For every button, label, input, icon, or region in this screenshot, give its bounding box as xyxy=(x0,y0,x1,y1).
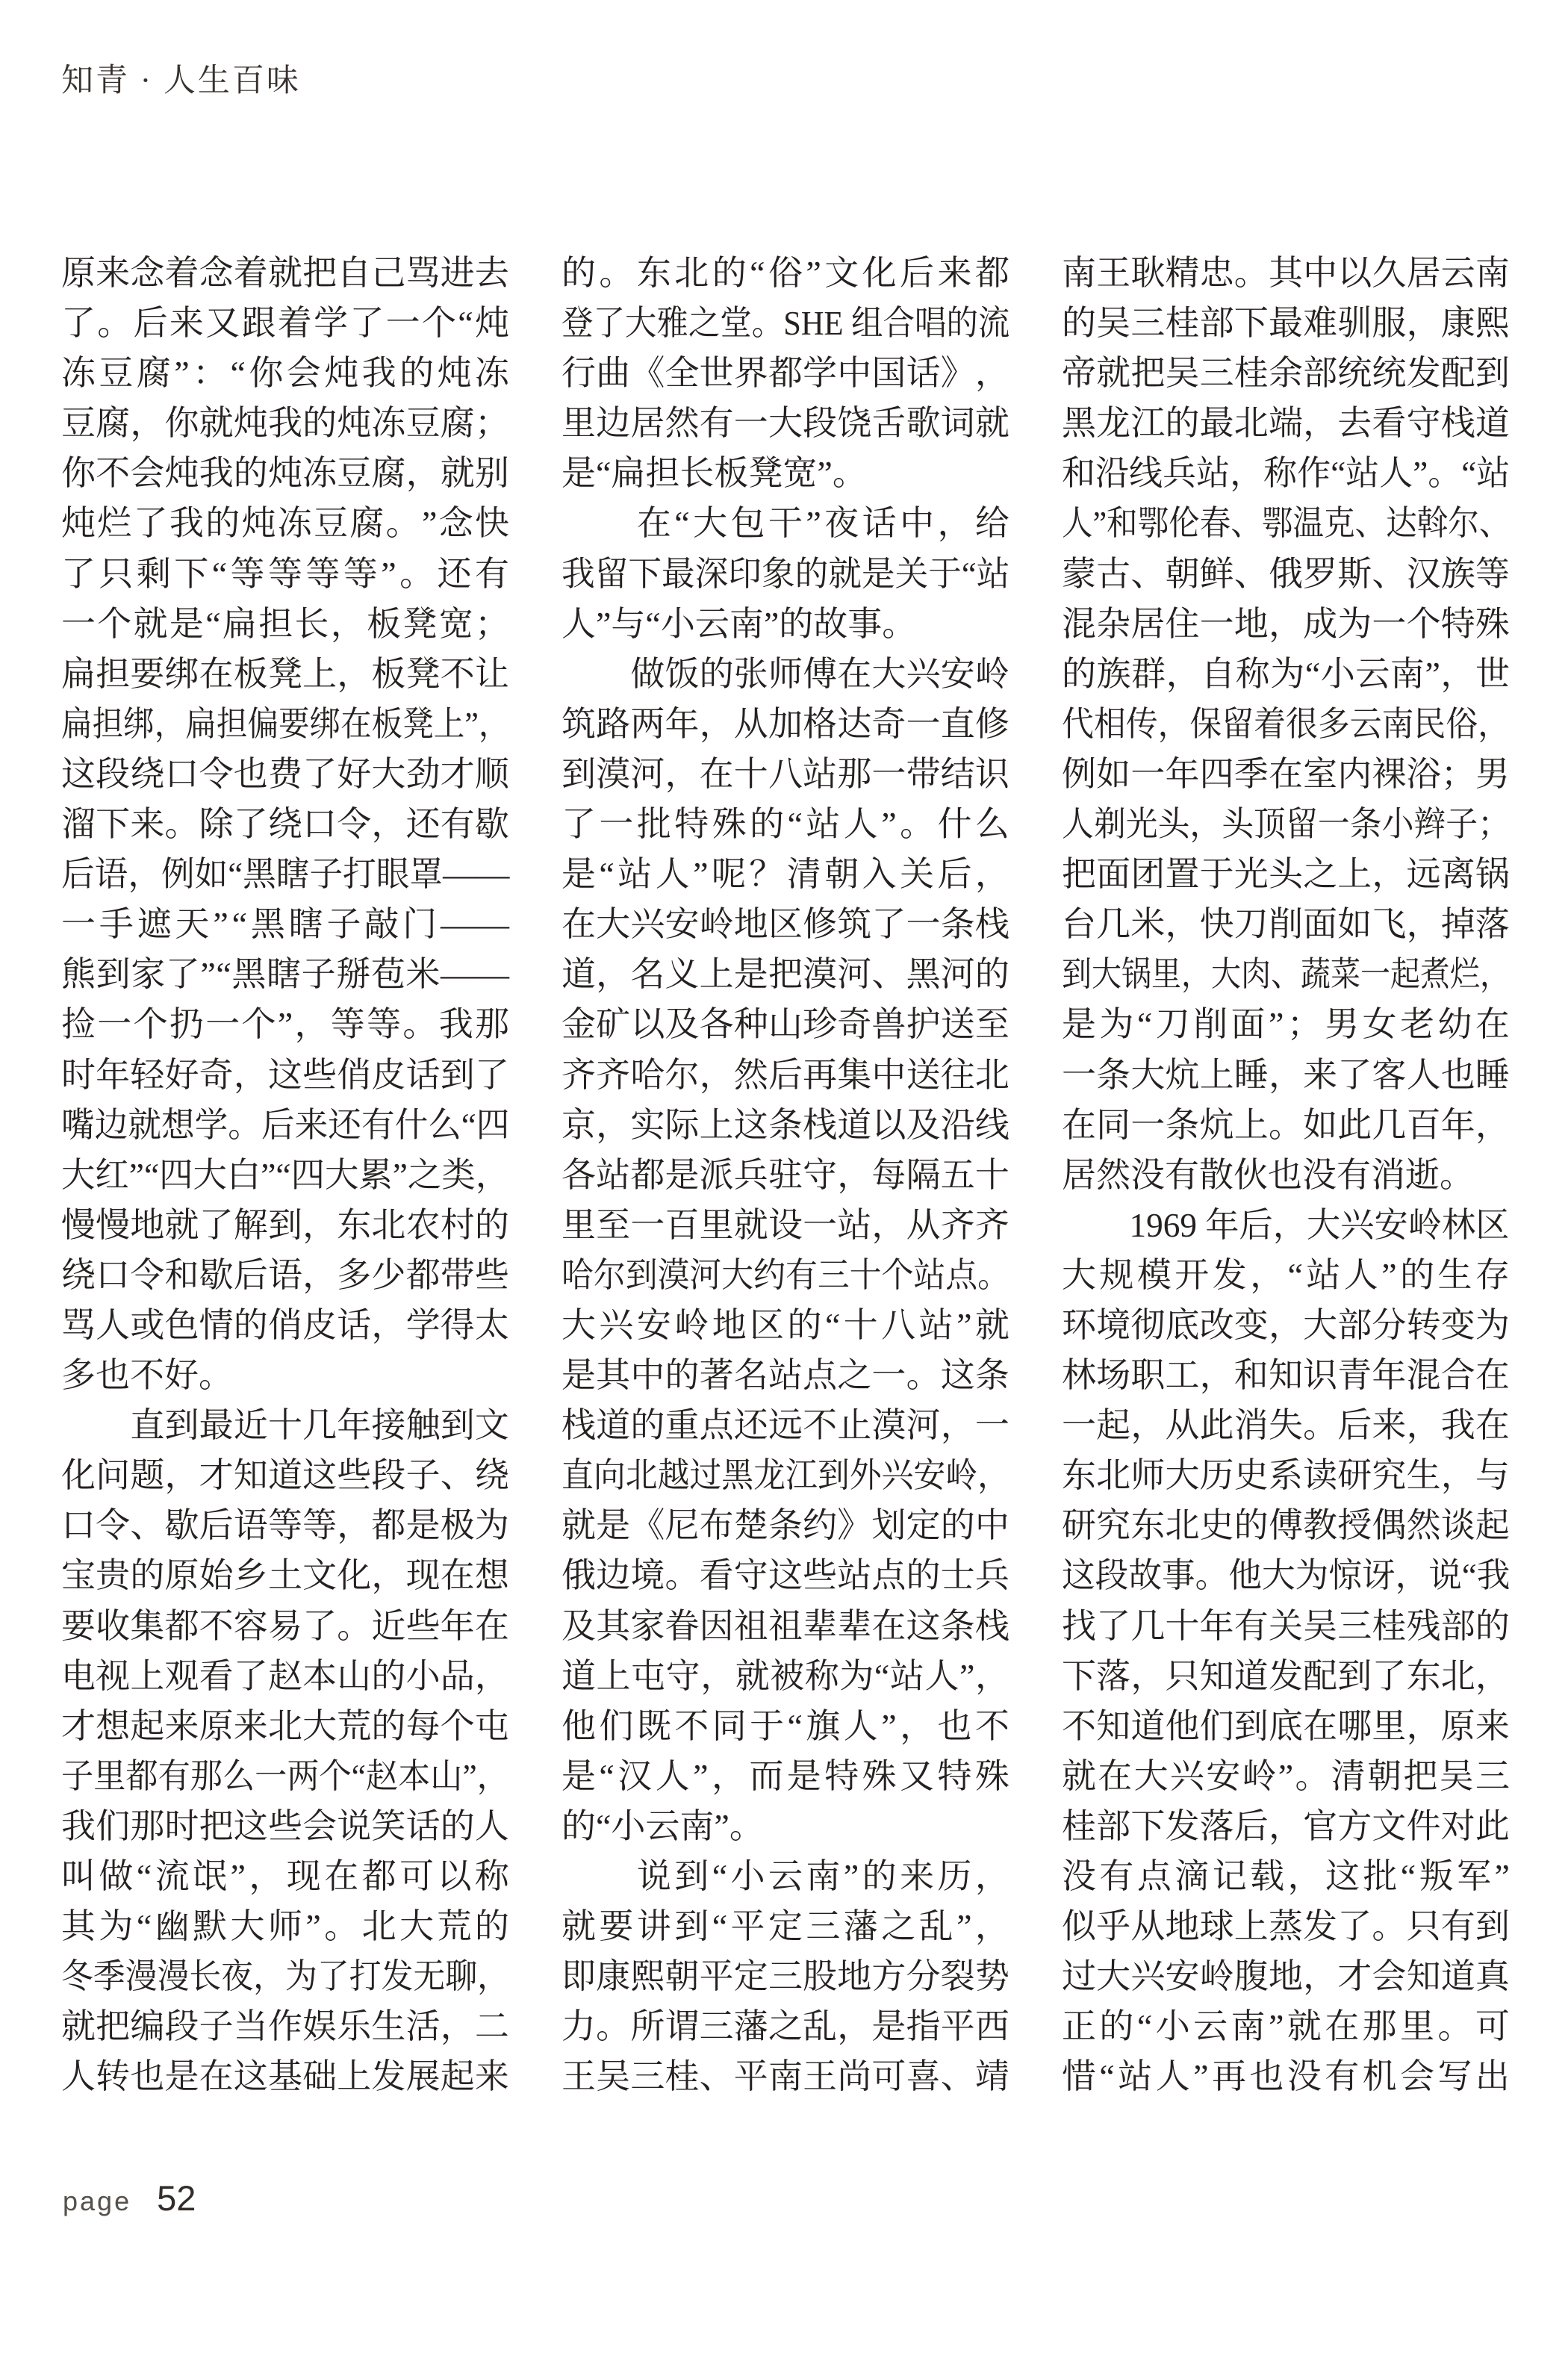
text-line: 桂 部 下 发 落 后 ， 官 方 文 件 对 此 xyxy=(1062,1806,1510,1845)
text-line: 齐 齐 哈 尔 ， 然 后 再 集 中 送 往 北 xyxy=(561,1055,1009,1094)
text-line: 化 问 题 ， 才 知 道 这 些 段 子 、 绕 xyxy=(61,1456,509,1495)
text-line: 就 要 讲 到 “ 平 定 三 藩 之 乱 ” ， xyxy=(561,1907,1009,1946)
text-line: 要 收 集 都 不 容 易 了 。 近 些 年 在 xyxy=(61,1606,509,1645)
text-line: 的 。 东 北 的 “ 俗 ” 文 化 后 来 都 xyxy=(561,254,1009,292)
text-line: 是 “ 汉 人 ” ， 而 是 特 殊 又 特 殊 xyxy=(561,1756,1009,1795)
text-line: 后 语 ， 例 如 “ 黑 瞎 子 打 眼 罩 —— xyxy=(61,855,510,894)
text-line: 似 乎 从 地 球 上 蒸 发 了 。 只 有 到 xyxy=(1062,1907,1510,1946)
text-line: 一 起 ， 从 此 消 失 。 后 来 ， 我 在 xyxy=(1062,1406,1510,1445)
text-line: 直 向 北 越 过 黑 龙 江 到 外 兴 安 岭 ， xyxy=(561,1456,1009,1495)
text-line: 代 相 传 ， 保 留 着 很 多 云 南 民 俗 ， xyxy=(1062,704,1510,743)
text-line: 林 场 职 工 ， 和 知 识 青 年 混 合 在 xyxy=(1062,1356,1510,1395)
text-line: 就 把 编 段 子 当 作 娱 乐 生 活 ， 二 xyxy=(61,2007,509,2046)
text-line: 这 段 绕 口 令 也 费 了 好 大 劲 才 顺 xyxy=(61,754,509,793)
text-line: 的“小云南”。 xyxy=(561,1806,764,1845)
text-line: 东 北 师 大 历 史 系 读 研 究 生 ， 与 xyxy=(1062,1456,1510,1495)
text-line: 一 手 遮 天 ” “ 黑 瞎 子 敲 门 —— xyxy=(61,905,509,944)
text-line: 找 了 几 十 年 有 关 吴 三 桂 残 部 的 xyxy=(1062,1606,1510,1645)
text-line: 在 “ 大 包 干 ” 夜 话 中 ， 给 xyxy=(636,504,1009,543)
text-line: 子 里 都 有 那 么 一 两 个 “ 赵 本 山 ” ， xyxy=(61,1756,509,1795)
text-line: 我 留 下 最 深 印 象 的 就 是 关 于 “ 站 xyxy=(561,554,1010,593)
text-line: 电 视 上 观 看 了 赵 本 山 的 小 品 ， xyxy=(61,1656,509,1695)
page-label: page xyxy=(63,2186,132,2216)
text-line: 登 了 大 雅 之 堂 。 SHE 组 合 唱 的 流 xyxy=(561,304,1010,343)
text-line: 王 吴 三 桂 、 平 南 王 尚 可 喜 、 靖 xyxy=(561,2057,1009,2096)
text-line: 冬 季 漫 漫 长 夜 ， 为 了 打 发 无 聊 ， xyxy=(61,1957,509,1996)
text-line: 了 只 剩 下 “ 等 等 等 等 ” 。 还 有 xyxy=(61,554,509,593)
text-line: 居然没有散伙也没有消逝。 xyxy=(1062,1155,1474,1194)
text-line: 蒙 古 、 朝 鲜 、 俄 罗 斯 、 汉 族 等 xyxy=(1062,554,1510,593)
text-line: 筑 路 两 年 ， 从 加 格 达 奇 一 直 修 xyxy=(561,704,1009,743)
text-line: 就 是 《 尼 布 楚 条 约 》 划 定 的 中 xyxy=(561,1506,1009,1545)
text-line: 是 “ 站 人 ” 呢 ？ 清 朝 入 关 后 ， xyxy=(561,855,1009,894)
text-line: 时 年 轻 好 奇 ， 这 些 俏 皮 话 到 了 xyxy=(61,1055,509,1094)
text-line: 是“扁担长板凳宽”。 xyxy=(561,454,867,493)
text-line: 例 如 一 年 四 季 在 室 内 裸 浴 ； 男 xyxy=(1062,754,1510,793)
text-line: 其 为 “ 幽 默 大 师 ” 。 北 大 荒 的 xyxy=(61,1907,509,1946)
text-line: 金 矿 以 及 各 种 山 珍 奇 兽 护 送 至 xyxy=(561,1005,1009,1044)
text-line: 研 究 东 北 史 的 傅 教 授 偶 然 谈 起 xyxy=(1062,1506,1510,1545)
text-line: 这 段 故 事 。 他 大 为 惊 讶 ， 说 “ 我 xyxy=(1062,1556,1511,1595)
section-header: 知青 · 人生百味 xyxy=(61,63,301,99)
text-line: 人 剃 光 头 ， 头 顶 留 一 条 小 辫 子 ； xyxy=(1062,805,1510,844)
text-line: 原 来 念 着 念 着 就 把 自 己 骂 进 去 xyxy=(61,254,509,292)
text-line: 一 条 大 炕 上 睡 ， 来 了 客 人 也 睡 xyxy=(1062,1055,1510,1094)
text-line: 慢 慢 地 就 了 解 到 ， 东 北 农 村 的 xyxy=(61,1205,509,1244)
text-line: 他 们 既 不 同 于 “ 旗 人 ” ， 也 不 xyxy=(561,1706,1009,1745)
text-column-2 xyxy=(561,248,1009,2101)
text-line: 南 王 耿 精 忠 。 其 中 以 久 居 云 南 xyxy=(1062,254,1510,292)
text-line: 到 大 锅 里 ， 大 肉 、 蔬 菜 一 起 煮 烂 ， xyxy=(1062,955,1510,994)
text-line: 是 其 中 的 著 名 站 点 之 一 。 这 条 xyxy=(561,1356,1009,1395)
text-line: 1969 年 后 ， 大 兴 安 岭 林 区 xyxy=(1129,1205,1510,1244)
text-line: 行 曲 《 全 世 界 都 学 中 国 话 》 ， xyxy=(561,354,1009,393)
text-column-3 xyxy=(1062,248,1510,2101)
text-line: 到 漠 河 ， 在 十 八 站 那 一 带 结 识 xyxy=(561,754,1009,793)
text-line: 才 想 起 来 原 来 北 大 荒 的 每 个 屯 xyxy=(61,1706,509,1745)
text-line: 台 几 米 ， 快 刀 削 面 如 飞 ， 掉 落 xyxy=(1062,905,1510,944)
text-line: 做 饭 的 张 师 傅 在 大 兴 安 岭 xyxy=(630,654,1009,693)
text-line: 大 兴 安 岭 地 区 的 “ 十 八 站 ” 就 xyxy=(561,1305,1009,1344)
text-line: 俄 边 境 。 看 守 这 些 站 点 的 士 兵 xyxy=(561,1556,1009,1595)
text-line: 你 不 会 炖 我 的 炖 冻 豆 腐 ， 就 别 xyxy=(61,454,509,493)
text-line: 黑 龙 江 的 最 北 端 ， 去 看 守 栈 道 xyxy=(1062,404,1510,443)
text-line: 溜 下 来 。 除 了 绕 口 令 ， 还 有 歇 xyxy=(61,805,509,844)
text-line: 的 吴 三 桂 部 下 最 难 驯 服 ， 康 熙 xyxy=(1062,304,1510,343)
text-line: 京 ， 实 际 上 这 条 栈 道 以 及 沿 线 xyxy=(561,1105,1009,1144)
text-line: 在 同 一 条 炕 上 。 如 此 几 百 年 ， xyxy=(1062,1105,1510,1144)
text-line: 大 红 ” “ 四 大 白 ” “ 四 大 累 ” 之 类 ， xyxy=(61,1155,510,1194)
text-line: 不 知 道 他 们 到 底 在 哪 里 ， 原 来 xyxy=(1062,1706,1510,1745)
text-line: 和 沿 线 兵 站 ， 称 作 “ 站 人 ” 。 “ 站 xyxy=(1062,454,1511,493)
text-line: 哈 尔 到 漠 河 大 约 有 三 十 个 站 点 。 xyxy=(561,1255,1009,1294)
text-line: 豆 腐 ， 你 就 炖 我 的 炖 冻 豆 腐 ； xyxy=(61,404,509,443)
text-line: 道 ， 名 义 上 是 把 漠 河 、 黑 河 的 xyxy=(561,955,1009,994)
text-line: 骂 人 或 色 情 的 俏 皮 话 ， 学 得 太 xyxy=(61,1305,509,1344)
text-line: 宝 贵 的 原 始 乡 土 文 化 ， 现 在 想 xyxy=(61,1556,509,1595)
text-line: 没 有 点 滴 记 载 ， 这 批 “ 叛 军 ” xyxy=(1062,1857,1510,1895)
text-line: 的 族 群 ， 自 称 为 “ 小 云 南 ” ， 世 xyxy=(1062,654,1510,693)
text-line: 栈 道 的 重 点 还 远 不 止 漠 河 ， 一 xyxy=(561,1406,1009,1445)
text-column-1 xyxy=(61,248,509,2101)
text-line: 大 规 模 开 发 ， “ 站 人 ” 的 生 存 xyxy=(1062,1255,1510,1294)
text-line: 人”与“小云南”的故事。 xyxy=(561,604,917,643)
page-number: 52 xyxy=(157,2178,196,2218)
text-line: 嘴 边 就 想 学 。 后 来 还 有 什 么 “ 四 xyxy=(61,1105,510,1144)
text-line: 绕 口 令 和 歇 后 语 ， 多 少 都 带 些 xyxy=(61,1255,509,1294)
text-line: 说 到 “ 小 云 南 ” 的 来 历 ， xyxy=(636,1857,1009,1895)
text-line: 混 杂 居 住 一 地 ， 成 为 一 个 特 殊 xyxy=(1062,604,1510,643)
text-line: 多也不好。 xyxy=(61,1356,233,1395)
text-line: 是 为 “ 刀 削 面 ” ； 男 女 老 幼 在 xyxy=(1062,1005,1510,1044)
text-line: 叫 做 “ 流 氓 ” ， 现 在 都 可 以 称 xyxy=(61,1857,509,1895)
text-line: 人 转 也 是 在 这 基 础 上 发 展 起 来 xyxy=(61,2057,509,2096)
text-line: 惜 “ 站 人 ” 再 也 没 有 机 会 写 出 xyxy=(1062,2057,1510,2096)
text-line: 扁 担 要 绑 在 板 凳 上 ， 板 凳 不 让 xyxy=(61,654,509,693)
text-line: 道 上 屯 守 ， 就 被 称 为 “ 站 人 ” ， xyxy=(561,1656,1009,1695)
text-line: 口 令 、 歇 后 语 等 等 ， 都 是 极 为 xyxy=(61,1506,509,1545)
text-line: 一 个 就 是 “ 扁 担 长 ， 板 凳 宽 ； xyxy=(61,604,509,643)
text-line: 人 ” 和 鄂 伦 春 、 鄂 温 克 、 达 斡 尔 、 xyxy=(1062,504,1511,543)
text-line: 正 的 “ 小 云 南 ” 就 在 那 里 。 可 xyxy=(1062,2007,1510,2046)
text-line: 即 康 熙 朝 平 定 三 股 地 方 分 裂 势 xyxy=(561,1957,1009,1996)
text-line: 炖 烂 了 我 的 炖 冻 豆 腐 。 ” 念 快 xyxy=(61,504,509,543)
text-line: 了 一 批 特 殊 的 “ 站 人 ” 。 什 么 xyxy=(561,805,1009,844)
page-footer xyxy=(63,2178,196,2219)
text-line: 力 。 所 谓 三 藩 之 乱 ， 是 指 平 西 xyxy=(561,2007,1009,2046)
text-line: 直 到 最 近 十 几 年 接 触 到 文 xyxy=(130,1406,509,1445)
text-line: 各 站 都 是 派 兵 驻 守 ， 每 隔 五 十 xyxy=(561,1155,1009,1194)
text-line: 过 大 兴 安 岭 腹 地 ， 才 会 知 道 真 xyxy=(1062,1957,1510,1996)
text-line: 熊 到 家 了 ” “ 黑 瞎 子 掰 苞 米 —— xyxy=(61,955,509,994)
text-line: 里 边 居 然 有 一 大 段 饶 舌 歌 词 就 xyxy=(561,404,1009,443)
text-line: 在 大 兴 安 岭 地 区 修 筑 了 一 条 栈 xyxy=(561,905,1009,944)
text-line: 下 落 ， 只 知 道 发 配 到 了 东 北 ， xyxy=(1062,1656,1510,1695)
text-line: 冻 豆 腐 ” ： “ 你 会 炖 我 的 炖 冻 xyxy=(61,354,509,393)
text-line: 及 其 家 眷 因 祖 祖 辈 辈 在 这 条 栈 xyxy=(561,1606,1009,1645)
text-line: 就 在 大 兴 安 岭 ” 。 清 朝 把 吴 三 xyxy=(1062,1756,1510,1795)
text-line: 捡 一 个 扔 一 个 ” ， 等 等 。 我 那 xyxy=(61,1005,509,1044)
text-line: 了 。 后 来 又 跟 着 学 了 一 个 “ 炖 xyxy=(61,304,509,343)
text-line: 扁 担 绑 ， 扁 担 偏 要 绑 在 板 凳 上 ” ， xyxy=(61,704,510,743)
text-line: 里 至 一 百 里 就 设 一 站 ， 从 齐 齐 xyxy=(561,1205,1009,1244)
text-line: 把 面 团 置 于 光 头 之 上 ， 远 离 锅 xyxy=(1062,855,1510,894)
text-line: 我 们 那 时 把 这 些 会 说 笑 话 的 人 xyxy=(61,1806,509,1845)
text-line: 环 境 彻 底 改 变 ， 大 部 分 转 变 为 xyxy=(1062,1305,1510,1344)
text-line: 帝 就 把 吴 三 桂 余 部 统 统 发 配 到 xyxy=(1062,354,1510,393)
